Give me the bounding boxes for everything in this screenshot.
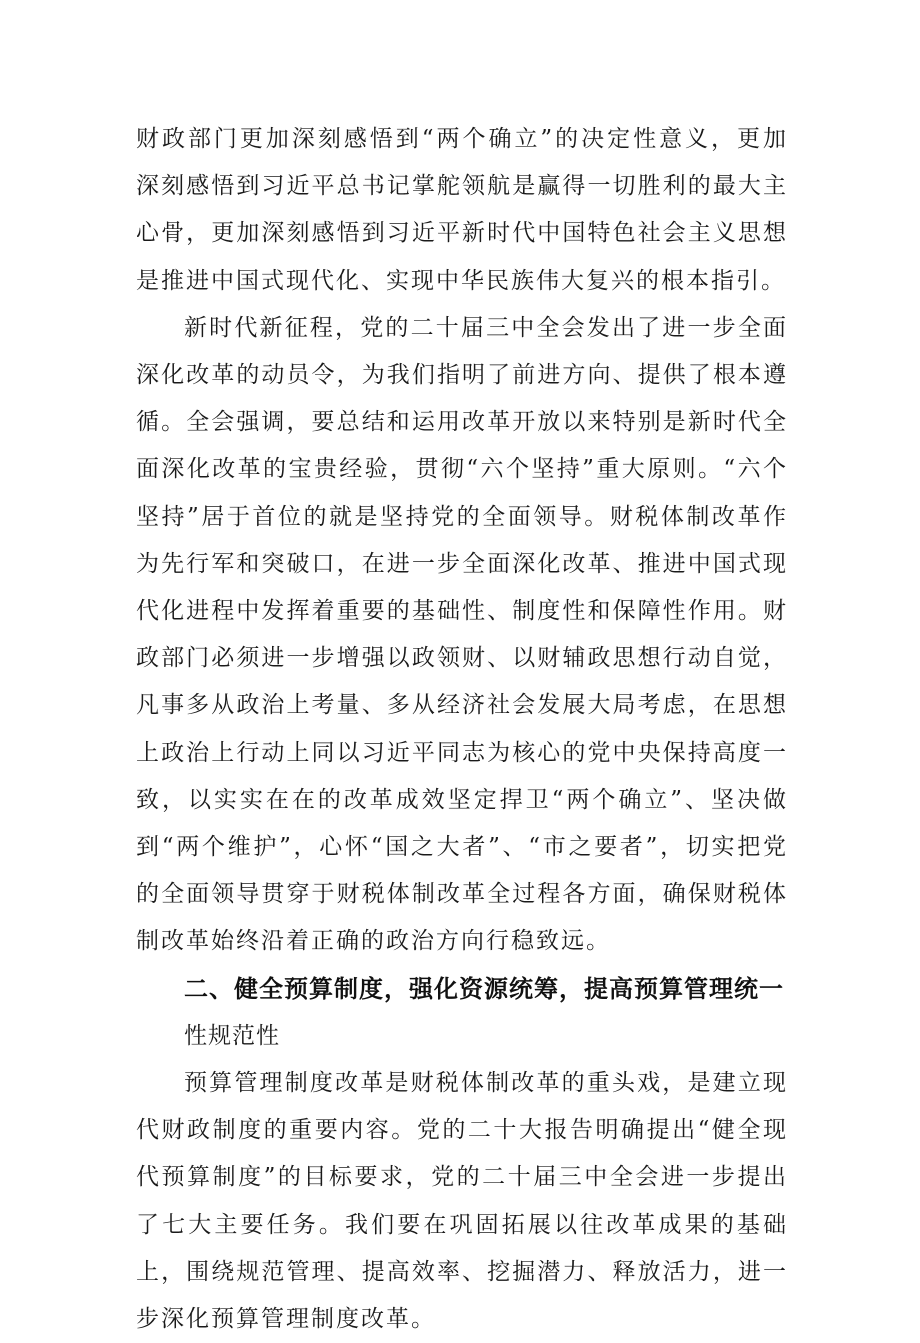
document-body (136, 116, 788, 1343)
section-heading: 二、健全预算制度，强化资源统筹，提高预算管理统一 (184, 974, 784, 1003)
paragraph-budget-reform: 预算管理制度改革是财税体制改革的重头戏，是建立现代财政制度的重要内容。党的二十大报告明确提出“健全现代预算制度”的目标要求，党的二十届三中全会进一步提出了七大主要任务。我们要在巩固拓展以往改革成果的基础上，围绕规范管理、提高效率、挖掘潜力、释放活力，进一步深化预算管理制度改革。 (136, 1070, 788, 1333)
paragraph-new-era: 新时代新征程，党的二十届三中全会发出了进一步全面深化改革的动员令，为我们指明了前进方向、提供了根本遵循。全会强调，要总结和运用改革开放以来特别是新时代全面深化改革的宝贵经验，贯彻“六个坚持”重大原则。“六个坚持”居于首位的就是坚持党的全面领导。财税体制改革作为先行军和突破口，在进一步全面深化改革、推进中国式现代化进程中发挥着重要的基础性、制度性和保障性作用。财政部门必须进一步增强以政领财、以财辅政思想行动自觉，凡事多从政治上考量、多从经济社会发展大局考虑，在思想上政治上行动上同以习近平同志为核心的党中央保持高度一致，以实实在在的改革成效坚定捍卫“两个确立”、坚决做到“两个维护”，心怀“国之大者”、“市之要者”，切实把党的全面领导贯穿于财税体制改革全过程各方面，确保财税体制改革始终沿着正确的政治方向行稳致远。 (136, 314, 788, 955)
paragraph-continued: 财政部门更加深刻感悟到“两个确立”的决定性意义，更加深刻感悟到习近平总书记掌舵领航是赢得一切胜利的最大主心骨，更加深刻感悟到习近平新时代中国特色社会主义思想是推进中国式现代化、实现中华民族伟大复兴的根本指引。 (136, 126, 788, 294)
section-heading-continuation: 性规范性 (184, 1022, 280, 1049)
